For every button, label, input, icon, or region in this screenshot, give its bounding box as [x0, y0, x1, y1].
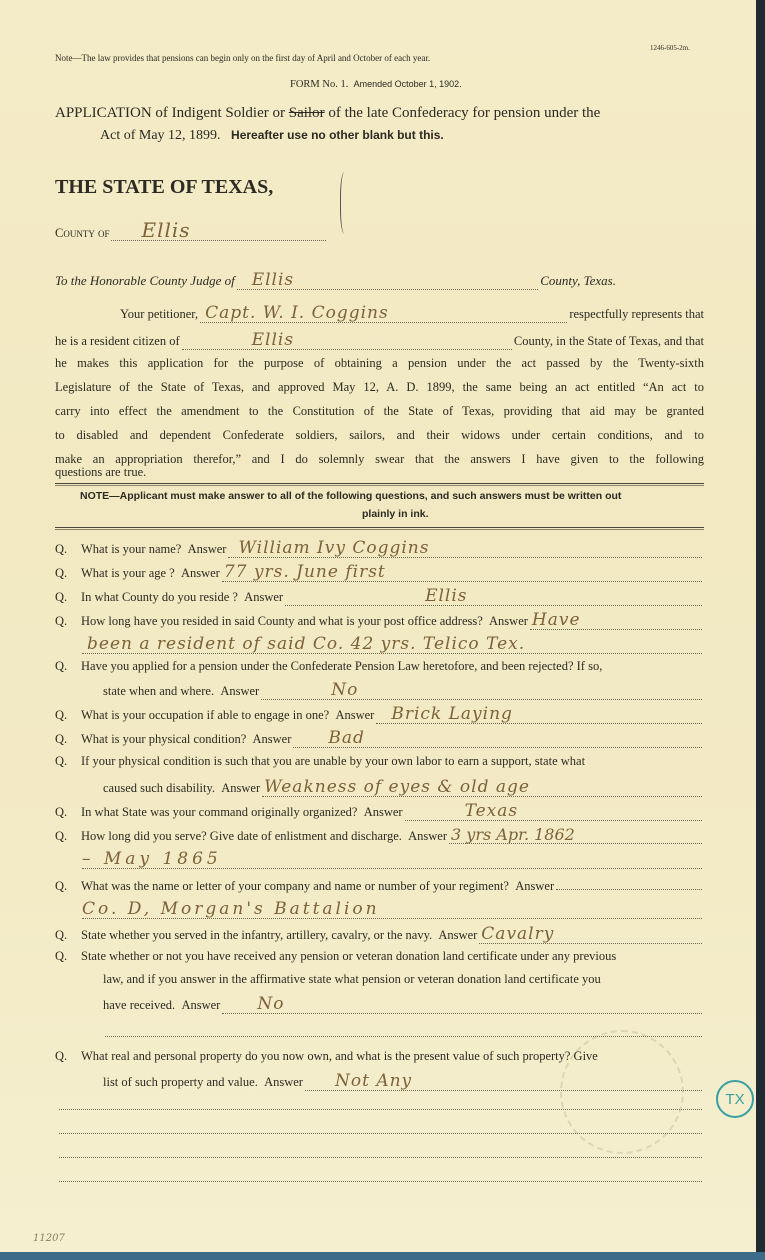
q-marker: Q. [55, 566, 68, 580]
question-age [55, 564, 704, 582]
q-marker: Q. [55, 542, 68, 556]
answer-value: – May 1865 [82, 849, 222, 869]
question-text: list of such property and value. [103, 1075, 258, 1089]
question-text: If your physical condition is such that you are unable by your own labor to earn a support, state what [81, 754, 586, 768]
question-company [55, 877, 704, 893]
instruction-bold: Hereafter use no other blank but this. [231, 128, 444, 142]
petition-text-line: make an appropriation therefor,” and I do solemnly swear that the answers I have given to the following [55, 452, 704, 466]
answer-label: Answer [489, 614, 528, 628]
q-marker: Q. [55, 805, 68, 819]
petitioner-line [120, 305, 704, 323]
petition-text-end: questions are true. [55, 465, 147, 479]
tx-stamp: TX [716, 1080, 754, 1118]
answer-field[interactable] [285, 588, 702, 606]
form-code: 1246-605-2m. [650, 44, 690, 52]
answer-label: Answer [363, 805, 403, 819]
answer-field[interactable] [556, 877, 702, 890]
act-date: Act of May 12, 1899. [100, 128, 221, 143]
question-text: have received. [103, 998, 176, 1012]
company-continuation [80, 901, 704, 919]
q-marker: Q. [55, 659, 68, 673]
county-field[interactable] [111, 220, 326, 241]
answer-value: Brick Laying [391, 704, 513, 724]
answer-field[interactable] [530, 612, 702, 630]
struck-word: Sailor [288, 105, 325, 121]
title-part: of the late Confederacy for pension under the [328, 105, 601, 121]
q-marker: Q. [55, 614, 68, 628]
divider [55, 483, 704, 486]
petitioner-label: Your petitioner, [120, 307, 199, 321]
q-marker: Q. [55, 590, 68, 604]
answer-field[interactable] [449, 827, 702, 844]
petition-text-line: he makes this application for the purpose of obtaining a pension under the act passed by the Twenty-sixth [55, 356, 704, 370]
judge-line [55, 272, 616, 290]
answer-field[interactable] [376, 706, 702, 724]
answer-field[interactable] [59, 1169, 702, 1182]
answer-label: Answer [244, 590, 284, 604]
resident-line [55, 332, 704, 350]
application-title [55, 105, 600, 122]
question-text: How long did you serve? Give date of enlistment and discharge. [81, 829, 402, 843]
judge-county-value: Ellis [251, 270, 295, 290]
amended-date: Amended October 1, 1902. [353, 79, 462, 89]
q-marker: Q. [55, 1049, 68, 1063]
question-rejected [55, 660, 704, 673]
judge-label: To the Honorable County Judge of [55, 273, 235, 288]
answer-value: Cavalry [481, 924, 555, 944]
question-text: State whether or not you have received any pension or veteran donation land certificate under any previous [81, 949, 617, 963]
petition-text-line: carry into effect the amendment to the Constitution of the State of Texas, providing that aid may be granted [55, 404, 704, 418]
question-text: What is your physical condition? [81, 732, 247, 746]
ink-note-line: plainly in ink. [362, 508, 429, 520]
answer-value: No [331, 680, 359, 700]
divider [55, 527, 704, 530]
question-text: How long have you resided in said County and what is your post office address? [81, 614, 483, 628]
judge-county-field[interactable] [237, 272, 539, 290]
petition-text-line: Legislature of the State of Texas, and approved May 12, A. D. 1899, the same being an act entitled “An act to [55, 380, 704, 394]
judge-suffix: County, Texas. [540, 273, 616, 288]
question-text: Have you applied for a pension under the Confederate Pension Law heretofore, and been rejected? If so, [81, 659, 603, 673]
county-line [55, 220, 328, 241]
application-subtitle [100, 128, 444, 144]
question-prior-pension [55, 950, 704, 963]
answer-label: Answer [252, 732, 292, 746]
question-command-state [55, 803, 704, 821]
petition-text-line: to disabled and dependent Confederate soldiers, sailors, and their widows under certain conditions, and to [55, 428, 704, 442]
question-text: law, and if you answer in the affirmative state what pension or veteran donation land certificate you [103, 972, 601, 986]
resident-label: he is a resident citizen of [55, 334, 180, 348]
ink-note [80, 490, 621, 502]
brace [340, 172, 351, 234]
answer-label: Answer [220, 684, 260, 698]
answer-field[interactable] [262, 779, 702, 797]
question-text: caused such disability. [103, 781, 216, 795]
question-branch [55, 926, 704, 944]
question-text: In what State was your command originally organized? [81, 805, 358, 819]
answer-label: Answer [180, 566, 220, 580]
resident-county-value: Ellis [251, 330, 295, 350]
question-text: What is your occupation if able to engage in one? [81, 708, 330, 722]
answer-field[interactable] [222, 564, 702, 582]
answer-label: Answer [408, 829, 448, 843]
answer-label: Answer [438, 928, 478, 942]
blank-line [57, 1169, 704, 1182]
question-name [55, 540, 704, 558]
question-text: What was the name or letter of your company and name or number of your regiment? [81, 879, 509, 893]
answer-value: No [257, 994, 285, 1014]
answer-value: William Ivy Coggins [238, 538, 430, 558]
answer-value: Not Any [334, 1071, 413, 1091]
answer-label: Answer [181, 998, 221, 1012]
prior-pension-answer-line [103, 996, 704, 1014]
question-physical-condition [55, 730, 704, 748]
petitioner-suffix: respectfully represents that [569, 307, 704, 321]
question-text: In what County do you reside ? [81, 590, 238, 604]
question-text: What is your age ? [81, 566, 175, 580]
answer-label: Answer [264, 1075, 303, 1089]
file-number: 11207 [33, 1233, 65, 1244]
answer-field[interactable] [228, 540, 702, 558]
disability-continuation [103, 779, 704, 797]
service-continuation [80, 851, 704, 869]
answer-field[interactable] [405, 803, 702, 821]
state-title: THE STATE OF TEXAS, [55, 176, 274, 198]
answer-field[interactable] [261, 682, 702, 700]
answer-value: Co. D, Morgan's Battalion [82, 899, 380, 919]
form-number [290, 79, 462, 90]
county-value: Ellis [141, 218, 191, 242]
answer-value: Ellis [425, 586, 468, 606]
question-text: What real and personal property do you now own, and what is the present value of such property? Give [81, 1049, 598, 1063]
petitioner-value: Capt. W. I. Coggins [205, 303, 389, 323]
question-text: State whether you served in the infantry, artillery, cavalry, or the navy. [81, 928, 433, 942]
answer-label: Answer [335, 708, 375, 722]
ink-note-line: NOTE—Applicant must make answer to all of the following questions, and such answers must be written out [80, 490, 622, 502]
answer-field[interactable] [479, 926, 702, 944]
answer-field[interactable] [222, 996, 702, 1014]
answer-label: Answer [221, 781, 261, 795]
answer-value: Bad [328, 728, 365, 748]
answer-value: 3 yrs Apr. 1862 [451, 825, 575, 844]
q-marker: Q. [55, 879, 68, 893]
embossed-seal [560, 1030, 684, 1154]
answer-label: Answer [187, 542, 227, 556]
question-occupation [55, 706, 704, 724]
question-service [55, 827, 704, 844]
q-marker: Q. [55, 829, 68, 843]
county-label: County of [55, 226, 110, 240]
question-disability [55, 755, 704, 768]
prior-pension-continuation [103, 973, 704, 986]
answer-label: Answer [515, 879, 555, 893]
pension-date-note: Note—The law provides that pensions can begin only on the first day of April and October of each year. [55, 53, 431, 63]
answer-value: 77 yrs. June first [223, 562, 386, 582]
question-county [55, 588, 704, 606]
q-marker: Q. [55, 708, 68, 722]
answer-value: Have [531, 610, 581, 630]
resident-suffix: County, in the State of Texas, and that [513, 334, 704, 348]
q-marker: Q. [55, 928, 68, 942]
answer-field[interactable] [82, 851, 702, 869]
title-part: APPLICATION of Indigent Soldier or [55, 105, 285, 121]
answer-field[interactable] [82, 636, 702, 654]
q-marker: Q. [55, 754, 68, 768]
answer-value: been a resident of said Co. 42 yrs. Telico Tex. [87, 634, 526, 654]
question-residence [55, 612, 704, 630]
form-no: FORM No. 1. [290, 79, 349, 90]
answer-value: Weakness of eyes & old age [264, 777, 530, 797]
residence-continuation [80, 636, 704, 654]
rejected-continuation [103, 682, 704, 700]
answer-field[interactable] [293, 730, 702, 748]
scan-edge [756, 0, 765, 1260]
petitioner-field[interactable] [200, 305, 567, 323]
scan-bottom-edge [0, 1252, 765, 1260]
answer-field[interactable] [82, 901, 702, 919]
question-text: What is your name? [81, 542, 182, 556]
q-marker: Q. [55, 732, 68, 746]
q-marker: Q. [55, 949, 68, 963]
question-text: state when and where. [103, 684, 215, 698]
answer-value: Texas [464, 801, 519, 821]
resident-county-field[interactable] [182, 332, 512, 350]
